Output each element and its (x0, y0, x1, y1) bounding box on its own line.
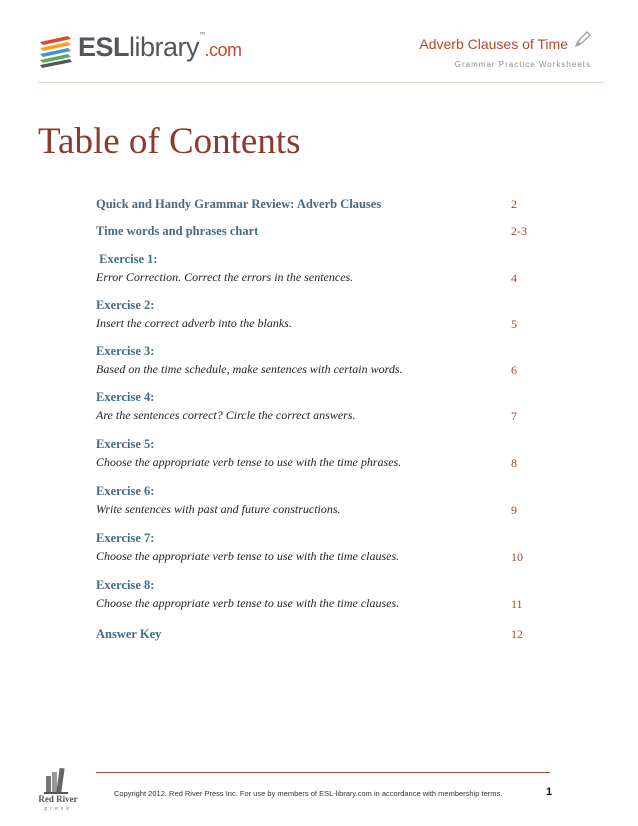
toc-entry (96, 627, 556, 642)
header-divider (38, 82, 604, 83)
toc-entry (96, 437, 556, 470)
toc-entry-description: Error Correction. Correct the errors in the sentences. (96, 270, 354, 284)
toc-entry-description: Are the sentences correct? Circle the correct answers. (96, 408, 356, 422)
toc-entry-page: 2-3 (511, 224, 527, 238)
toc-entry-page: 9 (511, 503, 517, 517)
toc-entry (96, 578, 556, 611)
red-river-press-logo (38, 766, 78, 816)
toc-entry-description: Choose the appropriate verb tense to use with the time clauses. (96, 549, 400, 563)
logo-wordmark: ESLlibrary™.com (78, 32, 242, 62)
toc-entry-title: Answer Key (96, 627, 162, 641)
toc-entry-title: Exercise 2: (96, 298, 155, 312)
publisher-name: Red River (38, 794, 78, 804)
toc-entry-page: 7 (511, 409, 517, 423)
toc-entry-page: 10 (511, 550, 523, 564)
toc-entry-description: Based on the time schedule, make sentences with certain words. (96, 362, 403, 376)
toc-entry-title: Exercise 4: (96, 390, 155, 404)
page-number: 1 (546, 786, 553, 798)
document-title: Adverb Clauses of Time (419, 36, 568, 52)
footer-divider (96, 772, 550, 773)
toc-entry-title: Exercise 5: (96, 437, 155, 451)
toc-entry-description: Write sentences with past and future constructions. (96, 502, 341, 516)
copyright-notice: Copyright 2012. Red River Press Inc. For use by members of ESL-library.com in accordance with membership terms. (114, 789, 503, 798)
toc-entry (96, 344, 556, 377)
toc-entry-title: Quick and Handy Grammar Review: Adverb Clauses (96, 197, 382, 211)
toc-entry-page: 12 (511, 627, 523, 641)
toc-entry-title: Exercise 6: (96, 484, 155, 498)
toc-entry (96, 484, 556, 517)
toc-entry-title: Exercise 7: (96, 531, 155, 545)
toc-entry (96, 390, 556, 423)
toc-entry-page: 2 (511, 197, 517, 211)
toc-entry (96, 197, 556, 212)
pencil-icon (572, 30, 592, 50)
toc-entry-page: 11 (511, 597, 523, 611)
toc-entry-page: 8 (511, 456, 517, 470)
toc-entry-title: Exercise 8: (96, 578, 155, 592)
toc-entry-page: 4 (511, 271, 517, 285)
toc-entry-page: 5 (511, 317, 517, 331)
toc-entry (96, 531, 556, 564)
toc-entry-description: Choose the appropriate verb tense to use with the time clauses. (96, 596, 400, 610)
esl-library-logo (38, 30, 242, 70)
toc-entry-title: Exercise 1: (96, 252, 158, 266)
toc-entry-title: Exercise 3: (96, 344, 155, 358)
publisher-sub: press (44, 806, 72, 812)
books-logo-icon (38, 34, 74, 68)
toc-entry (96, 224, 556, 239)
toc-entry (96, 298, 556, 331)
toc-entry-description: Insert the correct adverb into the blanks. (96, 316, 292, 330)
toc-entry-title: Time words and phrases chart (96, 224, 259, 238)
toc-entry (96, 252, 556, 285)
toc-entry-page: 6 (511, 363, 517, 377)
toc-entry-description: Choose the appropriate verb tense to use with the time phrases. (96, 455, 402, 469)
page-title: Table of Contents (38, 121, 301, 162)
document-subtitle: Grammar Practice Worksheets (454, 60, 591, 69)
books-stack-icon (44, 766, 70, 794)
